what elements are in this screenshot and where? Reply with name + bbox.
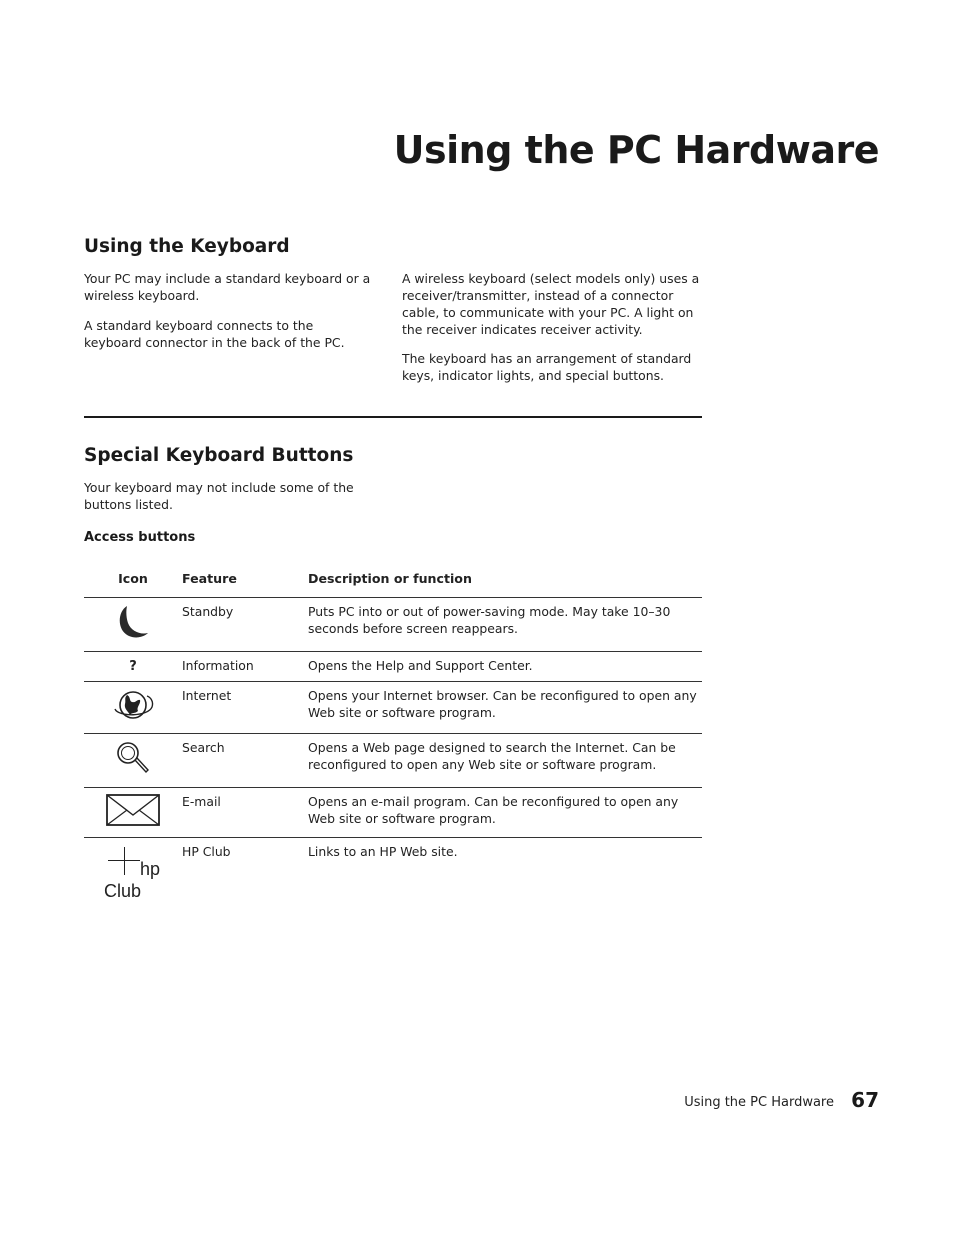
table-row bbox=[84, 652, 702, 682]
question-mark-icon: ? bbox=[129, 659, 137, 674]
description-cell: Links to an HP Web site. bbox=[308, 844, 458, 859]
feature-cell: HP Club bbox=[182, 844, 231, 859]
feature-cell: Internet bbox=[182, 682, 308, 734]
description-cell: Opens an e-mail program. Can be reconfigured to open any Web site or software program. bbox=[308, 788, 702, 838]
hp-club-icon-club-text: Club bbox=[104, 881, 142, 901]
access-buttons-label: Access buttons bbox=[84, 530, 196, 545]
feature-cell: Search bbox=[182, 734, 308, 788]
header-feature: Feature bbox=[182, 568, 308, 598]
access-buttons-table bbox=[84, 568, 702, 907]
table-header-row bbox=[84, 568, 702, 598]
keyboard-paragraph-2: A standard keyboard connects to the keyboard connector in the back of the PC. bbox=[84, 318, 345, 350]
description-cell: Opens your Internet browser. Can be reconfigured to open any Web site or software program. bbox=[308, 682, 702, 734]
header-description: Description or function bbox=[308, 568, 702, 598]
hp-club-cross-vertical bbox=[124, 847, 125, 875]
page-number: 67 bbox=[851, 1088, 879, 1112]
table-row bbox=[84, 788, 702, 838]
section-divider bbox=[84, 416, 702, 418]
hp-club-icon bbox=[84, 843, 182, 901]
table-row bbox=[84, 838, 702, 908]
keyboard-section-heading: Using the Keyboard bbox=[84, 236, 290, 257]
table-row bbox=[84, 598, 702, 652]
header-icon: Icon bbox=[84, 568, 182, 598]
table-row bbox=[84, 682, 702, 734]
description-cell: Opens a Web page designed to search the Internet. Can be reconfigured to open any Web site or software program. bbox=[308, 734, 702, 788]
description-cell: Opens the Help and Support Center. bbox=[308, 652, 702, 682]
hp-club-cross-horizontal bbox=[108, 860, 140, 861]
keyboard-paragraph-1: Your PC may include a standard keyboard or a wireless keyboard. bbox=[84, 271, 371, 303]
footer-chapter-title: Using the PC Hardware bbox=[684, 1095, 834, 1110]
globe-icon bbox=[110, 687, 156, 727]
keyboard-arrangement-paragraph: The keyboard has an arrangement of standard keys, indicator lights, and special buttons. bbox=[402, 351, 692, 383]
feature-cell: Standby bbox=[182, 598, 308, 652]
magnifier-icon bbox=[113, 739, 153, 781]
feature-cell: Information bbox=[182, 652, 308, 682]
table-row bbox=[84, 734, 702, 788]
hp-club-icon-hp-text: hp bbox=[140, 859, 161, 879]
special-buttons-heading: Special Keyboard Buttons bbox=[84, 445, 354, 466]
special-buttons-intro: Your keyboard may not include some of the buttons listed. bbox=[84, 480, 354, 512]
chapter-title: Using the PC Hardware bbox=[393, 128, 879, 172]
moon-icon bbox=[113, 603, 153, 645]
wireless-keyboard-paragraph: A wireless keyboard (select models only) uses a receiver/transmitter, instead of a connector cable, to communicate with your PC. A light on the receiver indicates receiver activity. bbox=[402, 271, 700, 337]
feature-cell: E-mail bbox=[182, 788, 308, 838]
description-cell: Puts PC into or out of power-saving mode. May take 10–30 seconds before screen reappears. bbox=[308, 598, 702, 652]
envelope-icon bbox=[105, 793, 161, 831]
